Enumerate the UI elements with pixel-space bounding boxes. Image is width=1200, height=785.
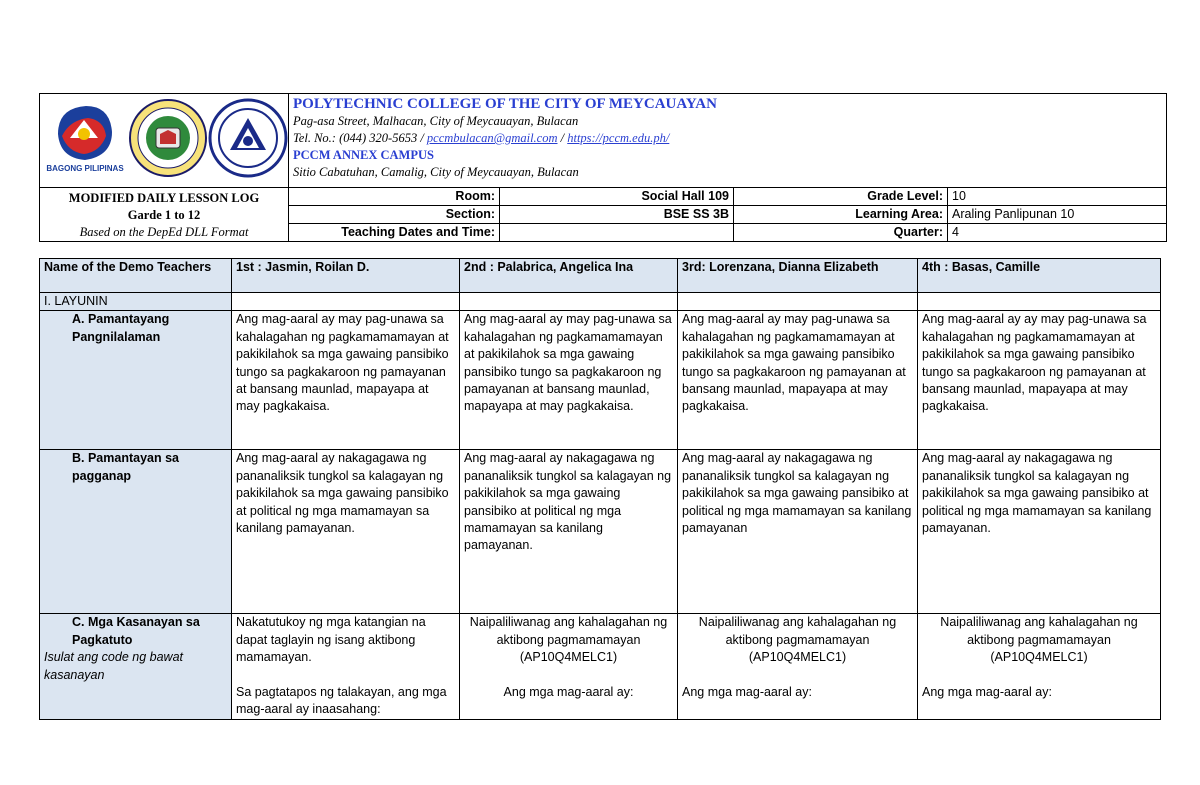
dll-note: Based on the DepEd DLL Format <box>79 225 249 239</box>
bagong-pilipinas-logo <box>46 106 124 173</box>
row-label-c-note: Isulat ang code ng bawat kasanayan <box>44 650 183 682</box>
cell-a-4: Ang mag-aaral ay ay may pag-unawa sa kahalagahan ng pagkamamamayan at pakikilahok sa mga gawaing pansibiko tungo sa pagkakaroon ng pamayanan at bansang maunlad, mapayapa at may pagkakaisa. <box>918 311 1161 450</box>
teacher-3: 3rd: Lorenzana, Dianna Elizabeth <box>678 259 918 293</box>
table-row-pamantayang-pangnilalaman <box>40 311 1161 450</box>
school-name: POLYTECHNIC COLLEGE OF THE CITY OF MEYCAUAYAN <box>293 96 717 112</box>
dll-grade: Garde 1 to 12 <box>127 208 201 222</box>
row-label-b: B. Pamantayan sa pagganap <box>72 451 179 483</box>
school-address: Pag-asa Street, Malhacan, City of Meycauayan, Bulacan <box>293 114 579 128</box>
col-header-teachers: Name of the Demo Teachers <box>40 259 232 293</box>
grade-level-value: 10 <box>948 188 1167 206</box>
row-label-a: A. Pamantayang Pangnilalaman <box>72 312 170 344</box>
cell-b-2: Ang mag-aaral ay nakagagawa ng pananaliksik tungkol sa kalagayan ng pakikilahok sa mga gawaing pansibiko at political ng mga mamamayan sa kanilang pamayanan. <box>460 450 678 614</box>
row-label-c: C. Mga Kasanayan sa Pagkatuto <box>72 615 200 647</box>
city-seal-logo <box>130 100 206 176</box>
cell-a-1: Ang mag-aaral ay may pag-unawa sa kahalagahan ng pagkamamamayan at pakikilahok sa mga gawaing pansibiko tungo sa pagkakaroon ng pamayanan at bansang maunlad, mapayapa at may pagkakaisa. <box>232 311 460 450</box>
teaching-dates-label: Teaching Dates and Time: <box>289 224 500 242</box>
teacher-2: 2nd : Palabrica, Angelica Ina <box>460 259 678 293</box>
cell-a-3: Ang mag-aaral ay may pag-unawa sa kahalagahan ng pagkamamamayan at pakikilahok sa mga gawaing pansibiko tungo sa pagkakaroon ng pamayanan at bansang maunlad, mapayapa at may pagkakaisa. <box>678 311 918 450</box>
school-info <box>289 94 1167 188</box>
table-row-kasanayan-sa-pagkatuto <box>40 614 1161 720</box>
cell-c-4: Naipaliliwanag ang kahalagahan ng aktibong pagmamamayan (AP10Q4MELC1) Ang mga mag-aaral ay: <box>918 614 1161 720</box>
room-label: Room: <box>289 188 500 206</box>
campus-name: PCCM ANNEX CAMPUS <box>293 148 434 162</box>
cell-c-2: Naipaliliwanag ang kahalagahan ng aktibong pagmamamayan (AP10Q4MELC1) Ang mga mag-aaral ay: <box>460 614 678 720</box>
section-label-layunin: I. LAYUNIN <box>40 293 232 311</box>
dll-title-block <box>40 188 289 242</box>
lesson-log-header <box>39 93 1167 242</box>
cell-a-2: Ang mag-aaral ay may pag-unawa sa kahalagahan ng pagkamamamayan at pakikilahok sa mga gawaing pansibiko tungo sa pagkakaroon ng pamayanan at bansang maunlad, mapayapa at may pagkakaisa. <box>460 311 678 450</box>
teacher-4: 4th : Basas, Camille <box>918 259 1161 293</box>
grade-level-label: Grade Level: <box>734 188 948 206</box>
college-seal-logo <box>210 100 286 176</box>
quarter-label: Quarter: <box>734 224 948 242</box>
section-label: Section: <box>289 206 500 224</box>
dll-title: MODIFIED DAILY LESSON LOG <box>68 191 260 205</box>
learning-area-label: Learning Area: <box>734 206 948 224</box>
learning-area-value: Araling Panlipunan 10 <box>948 206 1167 224</box>
svg-text:BAGONG PILIPINAS: BAGONG PILIPINAS <box>46 164 124 173</box>
room-value: Social Hall 109 <box>500 188 734 206</box>
lesson-plan-table <box>39 258 1161 720</box>
cell-c-3: Naipaliliwanag ang kahalagahan ng aktibong pagmamamayan (AP10Q4MELC1) Ang mga mag-aaral ay: <box>678 614 918 720</box>
website-link[interactable]: https://pccm.edu.ph/ <box>567 131 670 145</box>
quarter-value: 4 <box>948 224 1167 242</box>
campus-address: Sitio Cabatuhan, Camalig, City of Meycauayan, Bulacan <box>293 165 579 179</box>
teacher-1: 1st : Jasmin, Roilan D. <box>232 259 460 293</box>
teaching-dates-value <box>500 224 734 242</box>
email-link[interactable]: pccmbulacan@gmail.com <box>426 131 558 145</box>
table-row-pamantayan-sa-pagganap <box>40 450 1161 614</box>
section-row-layunin <box>40 293 1161 311</box>
table-header-row <box>40 259 1161 293</box>
logo-area <box>40 94 289 188</box>
school-logos <box>40 94 289 182</box>
cell-b-1: Ang mag-aaral ay nakagagawa ng pananaliksik tungkol sa kalagayan ng pakikilahok sa mga gawaing pansibiko at political ng mga mamamayan sa kanilang pamayanan. <box>232 450 460 614</box>
school-contact: Tel. No.: (044) 320-5653 / pccmbulacan@gmail.com / https://pccm.edu.ph/ <box>293 131 670 145</box>
section-value: BSE SS 3B <box>500 206 734 224</box>
cell-b-4: Ang mag-aaral ay nakagagawa ng pananaliksik tungkol sa kalagayan ng pakikilahok sa mga gawaing pansibiko at political ng mga mamamayan sa kanilang pamayanan. <box>918 450 1161 614</box>
cell-b-3: Ang mag-aaral ay nakagagawa ng pananaliksik tungkol sa kalagayan ng pakikilahok sa mga gawaing pansibiko at political ng mga mamamayan sa kanilang pamayanan <box>678 450 918 614</box>
cell-c-1: Nakatutukoy ng mga katangian na dapat taglayin ng isang aktibong mamamayan. Sa pagtatapos ng talakayan, ang mga mag-aaral ay inaasahang: <box>232 614 460 720</box>
